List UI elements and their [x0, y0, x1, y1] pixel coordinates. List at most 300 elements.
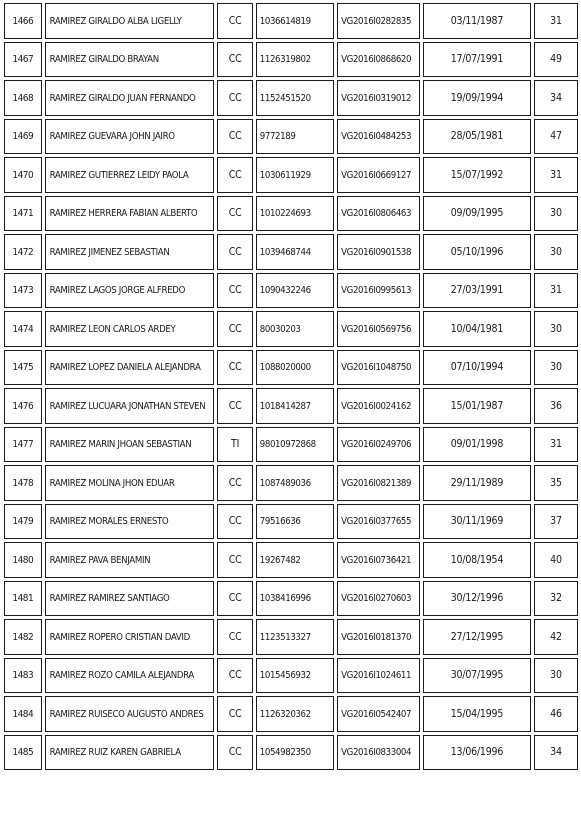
record-number-text: 1466 — [12, 15, 34, 27]
document-type-cell — [217, 157, 252, 193]
birth-date-cell — [423, 619, 531, 655]
roster-table — [1, 0, 581, 773]
age-cell — [534, 273, 578, 309]
record-number-cell — [4, 504, 42, 540]
full-name-text: RAMIREZ RAMIREZ SANTIAGO — [49, 593, 170, 605]
full-name-text: RAMIREZ LAGOS JORGE ALFREDO — [49, 285, 186, 297]
document-type-text: CC — [228, 207, 242, 220]
document-type-cell — [217, 427, 252, 463]
record-number-text: 1483 — [12, 670, 34, 682]
full-name-text: RAMIREZ PAVA BENJAMIN — [49, 554, 151, 566]
document-number-cell — [256, 350, 334, 386]
record-number-cell — [4, 42, 42, 78]
age-cell — [534, 465, 578, 501]
table-row — [4, 504, 578, 540]
record-number-text: 1481 — [12, 593, 34, 605]
document-type-text: CC — [228, 592, 242, 605]
birth-date-text: 19/09/1994 — [450, 91, 504, 104]
record-number-text: 1471 — [12, 208, 34, 220]
record-number-cell — [4, 311, 42, 347]
registration-code-cell — [337, 619, 420, 655]
registration-code-text: VG2016I1024611 — [341, 670, 412, 682]
registration-code-cell — [337, 311, 420, 347]
registration-code-cell — [337, 581, 420, 617]
table-row — [4, 619, 578, 655]
registration-code-text: VG2016I0319012 — [341, 92, 412, 104]
birth-date-text: 30/07/1995 — [450, 669, 504, 682]
document-number-cell — [256, 735, 334, 771]
birth-date-cell — [423, 80, 531, 116]
birth-date-cell — [423, 42, 531, 78]
full-name-text: RAMIREZ RUIZ KAREN GABRIELA — [49, 747, 181, 759]
age-text: 30 — [550, 669, 562, 682]
full-name-cell — [45, 427, 215, 463]
full-name-cell — [45, 542, 215, 578]
document-number-cell — [256, 658, 334, 694]
registration-code-cell — [337, 658, 420, 694]
age-text: 31 — [550, 168, 562, 181]
document-type-cell — [217, 504, 252, 540]
document-type-cell — [217, 581, 252, 617]
document-number-text: 1054982350 — [259, 747, 311, 759]
document-type-cell — [217, 542, 252, 578]
document-type-text: CC — [228, 553, 242, 566]
registration-code-text: VG2016I0736421 — [341, 554, 412, 566]
age-text: 30 — [550, 207, 562, 220]
age-text: 49 — [550, 53, 562, 66]
document-number-text: 1126320362 — [259, 708, 311, 720]
table-row — [4, 581, 578, 617]
registration-code-cell — [337, 3, 420, 39]
full-name-cell — [45, 311, 215, 347]
document-number-text: 79516636 — [259, 516, 301, 528]
age-text: 30 — [550, 322, 562, 335]
document-type-cell — [217, 350, 252, 386]
document-number-text: 1030611929 — [259, 169, 311, 181]
birth-date-text: 15/04/1995 — [450, 707, 504, 720]
document-type-cell — [217, 388, 252, 424]
document-type-text: CC — [228, 53, 242, 66]
document-number-text: 1088020000 — [259, 362, 311, 374]
document-number-cell — [256, 696, 334, 732]
document-number-text: 1126319802 — [259, 54, 311, 66]
birth-date-text: 03/11/1987 — [450, 14, 504, 27]
document-number-cell — [256, 311, 334, 347]
document-type-text: CC — [228, 515, 242, 528]
document-number-cell — [256, 196, 334, 232]
age-text: 47 — [550, 130, 562, 143]
document-number-cell — [256, 427, 334, 463]
age-text: 46 — [550, 707, 562, 720]
document-type-cell — [217, 196, 252, 232]
document-number-cell — [256, 157, 334, 193]
registration-code-text: VG2016I0377655 — [341, 516, 412, 528]
age-cell — [534, 427, 578, 463]
age-cell — [534, 350, 578, 386]
birth-date-cell — [423, 696, 531, 732]
document-type-text: CC — [228, 168, 242, 181]
full-name-cell — [45, 388, 215, 424]
record-number-text: 1473 — [12, 285, 34, 297]
document-number-text: 80030203 — [259, 323, 301, 335]
registration-code-cell — [337, 465, 420, 501]
age-cell — [534, 157, 578, 193]
document-number-text: 1090432246 — [259, 285, 311, 297]
document-type-cell — [217, 3, 252, 39]
record-number-cell — [4, 388, 42, 424]
birth-date-text: 15/01/1987 — [450, 399, 504, 412]
record-number-cell — [4, 3, 42, 39]
registration-code-cell — [337, 542, 420, 578]
registration-code-text: VG2016I0542407 — [341, 708, 412, 720]
birth-date-cell — [423, 273, 531, 309]
age-text: 31 — [550, 14, 562, 27]
document-type-text: CC — [228, 361, 242, 374]
age-cell — [534, 196, 578, 232]
full-name-cell — [45, 581, 215, 617]
registration-code-cell — [337, 42, 420, 78]
registration-code-text: VG2016I0024162 — [341, 400, 412, 412]
full-name-text: RAMIREZ LUCUARA JONATHAN STEVEN — [49, 400, 206, 412]
document-number-cell — [256, 619, 334, 655]
table-row — [4, 658, 578, 694]
age-text: 31 — [550, 284, 562, 297]
full-name-text: RAMIREZ LOPEZ DANIELA ALEJANDRA — [49, 362, 201, 374]
full-name-cell — [45, 80, 215, 116]
registration-code-text: VG2016I0282835 — [341, 15, 412, 27]
birth-date-text: 10/08/1954 — [450, 553, 504, 566]
age-text: 30 — [550, 361, 562, 374]
age-text: 34 — [550, 746, 562, 759]
document-number-text: 98010972868 — [259, 439, 316, 451]
table-row — [4, 157, 578, 193]
document-number-cell — [256, 3, 334, 39]
age-cell — [534, 234, 578, 270]
record-number-cell — [4, 542, 42, 578]
birth-date-text: 17/07/1991 — [450, 53, 504, 66]
record-number-cell — [4, 119, 42, 155]
full-name-cell — [45, 504, 215, 540]
document-type-text: TI — [231, 438, 240, 451]
document-number-text: 1038416996 — [259, 593, 311, 605]
record-number-text: 1470 — [12, 169, 34, 181]
document-type-text: CC — [228, 707, 242, 720]
full-name-cell — [45, 196, 215, 232]
document-number-cell — [256, 504, 334, 540]
full-name-text: RAMIREZ MOLINA JHON EDUAR — [49, 477, 175, 489]
record-number-text: 1472 — [12, 246, 34, 258]
document-number-text: 1018414287 — [259, 400, 311, 412]
record-number-cell — [4, 196, 42, 232]
birth-date-text: 30/12/1996 — [450, 592, 504, 605]
full-name-text: RAMIREZ GUEVARA JOHN JAIRO — [49, 131, 175, 143]
birth-date-text: 13/06/1996 — [450, 746, 504, 759]
document-type-cell — [217, 696, 252, 732]
record-number-text: 1467 — [12, 54, 34, 66]
full-name-cell — [45, 42, 215, 78]
document-type-text: CC — [228, 630, 242, 643]
record-number-text: 1476 — [12, 400, 34, 412]
record-number-cell — [4, 427, 42, 463]
record-number-text: 1482 — [12, 631, 34, 643]
table-row — [4, 542, 578, 578]
registration-code-text: VG2016I0484253 — [341, 131, 412, 143]
document-number-text: 1152451520 — [259, 92, 311, 104]
age-cell — [534, 80, 578, 116]
birth-date-cell — [423, 658, 531, 694]
document-type-text: CC — [228, 130, 242, 143]
registration-code-cell — [337, 350, 420, 386]
full-name-cell — [45, 119, 215, 155]
registration-code-cell — [337, 80, 420, 116]
document-type-cell — [217, 273, 252, 309]
registration-code-cell — [337, 735, 420, 771]
birth-date-cell — [423, 119, 531, 155]
registration-code-cell — [337, 427, 420, 463]
registration-code-text: VG2016I0249706 — [341, 439, 412, 451]
birth-date-cell — [423, 196, 531, 232]
document-number-text: 1087489036 — [259, 477, 311, 489]
age-cell — [534, 119, 578, 155]
table-row — [4, 42, 578, 78]
registration-code-cell — [337, 273, 420, 309]
document-type-text: CC — [228, 322, 242, 335]
registration-code-cell — [337, 696, 420, 732]
birth-date-cell — [423, 465, 531, 501]
record-number-text: 1477 — [12, 439, 34, 451]
record-number-cell — [4, 465, 42, 501]
table-row — [4, 234, 578, 270]
record-number-cell — [4, 80, 42, 116]
age-cell — [534, 581, 578, 617]
record-number-text: 1485 — [12, 747, 34, 759]
table-row — [4, 119, 578, 155]
document-number-text: 19267482 — [259, 554, 301, 566]
roster-body — [4, 3, 578, 770]
birth-date-text: 07/10/1994 — [450, 361, 504, 374]
registration-code-text: VG2016I0868620 — [341, 54, 412, 66]
record-number-cell — [4, 658, 42, 694]
document-type-text: CC — [228, 284, 242, 297]
document-number-cell — [256, 42, 334, 78]
registration-code-cell — [337, 119, 420, 155]
full-name-text: RAMIREZ MORALES ERNESTO — [49, 516, 169, 528]
table-row — [4, 273, 578, 309]
age-cell — [534, 504, 578, 540]
document-number-cell — [256, 465, 334, 501]
document-number-text: 1015456932 — [259, 670, 311, 682]
record-number-cell — [4, 581, 42, 617]
age-text: 32 — [550, 592, 562, 605]
birth-date-text: 09/09/1995 — [450, 207, 504, 220]
full-name-text: RAMIREZ RUISECO AUGUSTO ANDRES — [49, 708, 204, 720]
age-text: 31 — [550, 438, 562, 451]
full-name-cell — [45, 696, 215, 732]
birth-date-cell — [423, 504, 531, 540]
age-cell — [534, 735, 578, 771]
registration-code-text: VG2016I0901538 — [341, 246, 412, 258]
registration-code-text: VG2016I0669127 — [341, 169, 412, 181]
record-number-cell — [4, 350, 42, 386]
full-name-cell — [45, 234, 215, 270]
document-number-cell — [256, 234, 334, 270]
birth-date-text: 27/12/1995 — [450, 630, 504, 643]
full-name-cell — [45, 735, 215, 771]
age-text: 36 — [550, 399, 562, 412]
registration-code-text: VG2016I1048750 — [341, 362, 412, 374]
birth-date-text: 29/11/1989 — [450, 476, 504, 489]
full-name-text: RAMIREZ ROZO CAMILA ALEJANDRA — [49, 670, 194, 682]
record-number-cell — [4, 273, 42, 309]
age-text: 34 — [550, 91, 562, 104]
full-name-text: RAMIREZ LEON CARLOS ARDEY — [49, 323, 176, 335]
full-name-text: RAMIREZ ROPERO CRISTIAN DAVID — [49, 631, 190, 643]
document-type-cell — [217, 735, 252, 771]
registration-code-cell — [337, 196, 420, 232]
document-type-cell — [217, 80, 252, 116]
registration-code-text: VG2016I0821389 — [341, 477, 412, 489]
birth-date-text: 09/01/1998 — [450, 438, 504, 451]
full-name-cell — [45, 465, 215, 501]
registration-code-text: VG2016I0833004 — [341, 747, 412, 759]
full-name-cell — [45, 619, 215, 655]
document-number-text: 1123513327 — [259, 631, 311, 643]
record-number-cell — [4, 696, 42, 732]
record-number-text: 1480 — [12, 554, 34, 566]
full-name-text: RAMIREZ JIMENEZ SEBASTIAN — [49, 246, 170, 258]
age-text: 30 — [550, 245, 562, 258]
full-name-text: RAMIREZ GIRALDO JUAN FERNANDO — [49, 92, 196, 104]
record-number-text: 1475 — [12, 362, 34, 374]
document-number-cell — [256, 581, 334, 617]
full-name-cell — [45, 658, 215, 694]
full-name-cell — [45, 350, 215, 386]
document-type-text: CC — [228, 476, 242, 489]
table-row — [4, 311, 578, 347]
full-name-text: RAMIREZ GUTIERREZ LEIDY PAOLA — [49, 169, 189, 181]
record-number-text: 1479 — [12, 516, 34, 528]
table-row — [4, 80, 578, 116]
document-number-cell — [256, 273, 334, 309]
full-name-text: RAMIREZ MARIN JHOAN SEBASTIAN — [49, 439, 192, 451]
full-name-cell — [45, 3, 215, 39]
birth-date-cell — [423, 581, 531, 617]
document-type-cell — [217, 119, 252, 155]
full-name-cell — [45, 157, 215, 193]
birth-date-cell — [423, 234, 531, 270]
table-row — [4, 196, 578, 232]
birth-date-cell — [423, 427, 531, 463]
document-type-cell — [217, 619, 252, 655]
birth-date-cell — [423, 157, 531, 193]
record-number-cell — [4, 157, 42, 193]
birth-date-cell — [423, 3, 531, 39]
full-name-text: RAMIREZ GIRALDO BRAYAN — [49, 54, 159, 66]
document-type-text: CC — [228, 245, 242, 258]
record-number-cell — [4, 234, 42, 270]
document-number-cell — [256, 542, 334, 578]
registration-code-cell — [337, 388, 420, 424]
full-name-text: RAMIREZ HERRERA FABIAN ALBERTO — [49, 208, 198, 220]
document-number-text: 1036614819 — [259, 15, 311, 27]
full-name-text: RAMIREZ GIRALDO ALBA LIGELLY — [49, 15, 182, 27]
document-type-cell — [217, 658, 252, 694]
birth-date-text: 05/10/1996 — [450, 245, 504, 258]
record-number-text: 1478 — [12, 477, 34, 489]
registration-code-text: VG2016I0995613 — [341, 285, 412, 297]
record-number-cell — [4, 735, 42, 771]
birth-date-text: 27/03/1991 — [450, 284, 504, 297]
birth-date-cell — [423, 388, 531, 424]
document-type-text: CC — [228, 91, 242, 104]
document-number-text: 9772189 — [259, 131, 296, 143]
age-cell — [534, 542, 578, 578]
age-text: 37 — [550, 515, 562, 528]
record-number-text: 1474 — [12, 323, 34, 335]
document-type-cell — [217, 42, 252, 78]
document-type-text: CC — [228, 669, 242, 682]
age-text: 40 — [550, 553, 562, 566]
document-type-cell — [217, 311, 252, 347]
birth-date-text: 10/04/1981 — [450, 322, 504, 335]
table-row — [4, 388, 578, 424]
registration-code-text: VG2016I0181370 — [341, 631, 412, 643]
age-cell — [534, 658, 578, 694]
birth-date-text: 28/05/1981 — [450, 130, 504, 143]
table-row — [4, 696, 578, 732]
age-cell — [534, 42, 578, 78]
record-number-text: 1469 — [12, 131, 34, 143]
birth-date-text: 15/07/1992 — [450, 168, 504, 181]
registration-code-text: VG2016I0270603 — [341, 593, 412, 605]
registration-code-cell — [337, 504, 420, 540]
age-text: 35 — [550, 476, 562, 489]
document-number-text: 1039468744 — [259, 246, 311, 258]
age-cell — [534, 696, 578, 732]
document-type-cell — [217, 234, 252, 270]
document-type-text: CC — [228, 746, 242, 759]
age-text: 42 — [550, 630, 562, 643]
document-number-text: 1010224693 — [259, 208, 311, 220]
document-number-cell — [256, 388, 334, 424]
registration-code-cell — [337, 234, 420, 270]
table-row — [4, 465, 578, 501]
document-type-text: CC — [228, 14, 242, 27]
document-type-cell — [217, 465, 252, 501]
birth-date-cell — [423, 735, 531, 771]
table-row — [4, 350, 578, 386]
registration-code-text: VG2016I0806463 — [341, 208, 412, 220]
registration-code-text: VG2016I0569756 — [341, 323, 412, 335]
birth-date-cell — [423, 542, 531, 578]
table-row — [4, 735, 578, 771]
full-name-cell — [45, 273, 215, 309]
age-cell — [534, 388, 578, 424]
document-number-cell — [256, 119, 334, 155]
record-number-cell — [4, 619, 42, 655]
birth-date-cell — [423, 350, 531, 386]
document-number-cell — [256, 80, 334, 116]
age-cell — [534, 311, 578, 347]
record-number-text: 1484 — [12, 708, 34, 720]
age-cell — [534, 619, 578, 655]
age-cell — [534, 3, 578, 39]
table-row — [4, 427, 578, 463]
birth-date-text: 30/11/1969 — [450, 515, 504, 528]
table-row — [4, 3, 578, 39]
record-number-text: 1468 — [12, 92, 34, 104]
document-type-text: CC — [228, 399, 242, 412]
